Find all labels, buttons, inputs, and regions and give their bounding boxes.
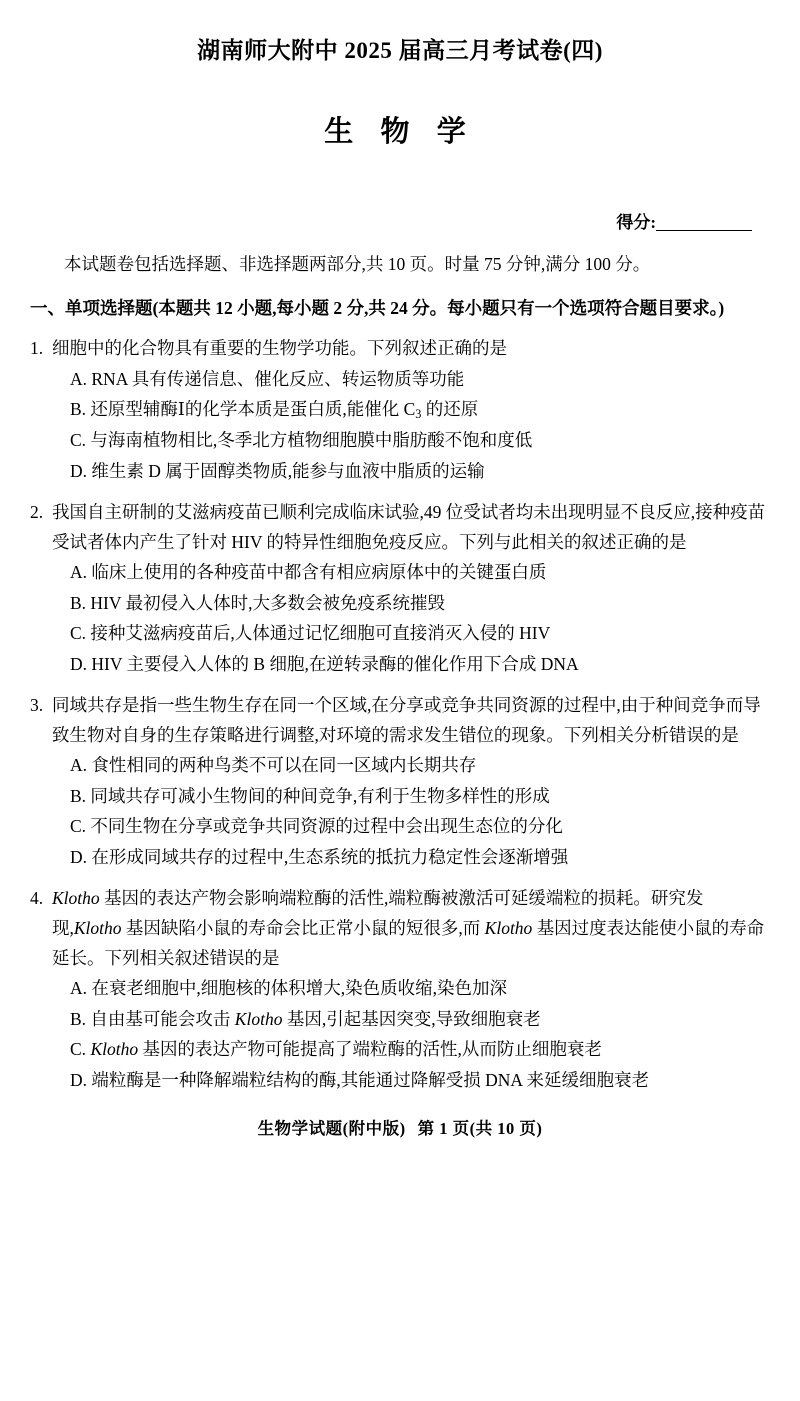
section-heading: [30, 294, 770, 322]
option-c[interactable]: C. 接种艾滋病疫苗后,人体通过记忆细胞可直接消灭入侵的 HIV: [70, 623, 551, 644]
option-a[interactable]: A. 食性相同的两种鸟类不可以在同一区域内长期共存: [70, 755, 477, 776]
option-c[interactable]: C. 与海南植物相比,冬季北方植物细胞膜中脂肪酸不饱和度低: [70, 430, 533, 451]
question-stem: [30, 333, 770, 363]
option-d[interactable]: D. HIV 主要侵入人体的 B 细胞,在逆转录酶的催化作用下合成 DNA: [70, 653, 579, 674]
option-a[interactable]: A. RNA 具有传递信息、催化反应、转运物质等功能: [70, 368, 465, 389]
option-b[interactable]: B. 自由基可能会攻击 Klotho 基因,引起基因突变,导致细胞衰老: [70, 1008, 541, 1029]
option-a[interactable]: A. 临床上使用的各种疫苗中都含有相应病原体中的关键蛋白质: [70, 562, 547, 583]
question-text: 同域共存是指一些生物生存在同一个区域,在分享或竞争共同资源的过程中,由于种间竞争而导致生物对自身的生存策略进行调整,对环境的需求发生错位的现象。下列相关分析错误的是: [52, 695, 761, 746]
question-stem: [30, 497, 770, 557]
section-instruction: (本题共 12 小题,每小题 2 分,共 24 分。每小题只有一个选项符合题目要求。): [152, 298, 725, 319]
option-c[interactable]: C. Klotho 基因的表达产物可能提高了端粒酶的活性,从而防止细胞衰老: [70, 1039, 602, 1060]
option-b[interactable]: B. HIV 最初侵入人体时,大多数会被免疫系统摧毁: [70, 592, 445, 613]
option-d[interactable]: D. 维生素 D 属于固醇类物质,能参与血液中脂质的运输: [70, 460, 485, 481]
footer-label: 生物学试题(附中版): [257, 1119, 406, 1139]
question-text: 细胞中的化合物具有重要的生物学功能。下列叙述正确的是: [52, 338, 507, 359]
question-text: Klotho 基因的表达产物会影响端粒酶的活性,端粒酶被激活可延缓端粒的损耗。研究发现,Klotho 基因缺陷小鼠的寿命会比正常小鼠的短很多,而 Klotho 基因过度表达能使小鼠的寿命延长。下列相关叙述错误的是: [52, 888, 765, 969]
question-stem: [30, 883, 770, 973]
option-d[interactable]: D. 端粒酶是一种降解端粒结构的酶,其能通过降解受损 DNA 来延缓细胞衰老: [70, 1069, 649, 1090]
option-d[interactable]: D. 在形成同域共存的过程中,生态系统的抵抗力稳定性会逐渐增强: [70, 846, 569, 867]
section-title: 一、单项选择题: [30, 298, 153, 319]
page-title: 湖南师大附中 2025 届高三月考试卷(四): [197, 38, 603, 63]
option-b[interactable]: B. 还原型辅酶Ⅰ的化学本质是蛋白质,能催化 $C_3$ 的还原: [70, 399, 479, 422]
question-number: 3.: [30, 695, 44, 716]
question-number: 2.: [30, 502, 44, 523]
option-b[interactable]: B. 同域共存可减小生物间的种间竞争,有利于生物多样性的形成: [70, 785, 550, 806]
score-label: 得分:: [616, 213, 656, 232]
subject-title: 生 物 学: [324, 116, 476, 148]
question-item: [30, 497, 770, 679]
question-number: 4.: [30, 888, 44, 909]
question-item: [30, 690, 770, 872]
option-c[interactable]: C. 不同生物在分享或竞争共同资源的过程中会出现生态位的分化: [70, 816, 563, 837]
page-footer: [30, 1115, 770, 1145]
exam-instructions: 本试题卷包括选择题、非选择题两部分,共 10 页。时量 75 分钟,满分 100 分。: [64, 254, 651, 274]
score-row: [30, 208, 770, 233]
question-stem: [30, 690, 770, 750]
score-blank-line: [656, 214, 752, 231]
question-item: [30, 883, 770, 1095]
question-number: 1.: [30, 338, 44, 359]
footer-page-number: 第 1 页(共 10 页): [417, 1119, 543, 1139]
question-text: 我国自主研制的艾滋病疫苗已顺利完成临床试验,49 位受试者均未出现明显不良反应,接种疫苗受试者体内产生了针对 HIV 的特异性细胞免疫反应。下列与此相关的叙述正确的是: [52, 502, 766, 553]
option-a[interactable]: A. 在衰老细胞中,细胞核的体积增大,染色质收缩,染色加深: [70, 978, 508, 999]
question-item: [30, 333, 770, 486]
